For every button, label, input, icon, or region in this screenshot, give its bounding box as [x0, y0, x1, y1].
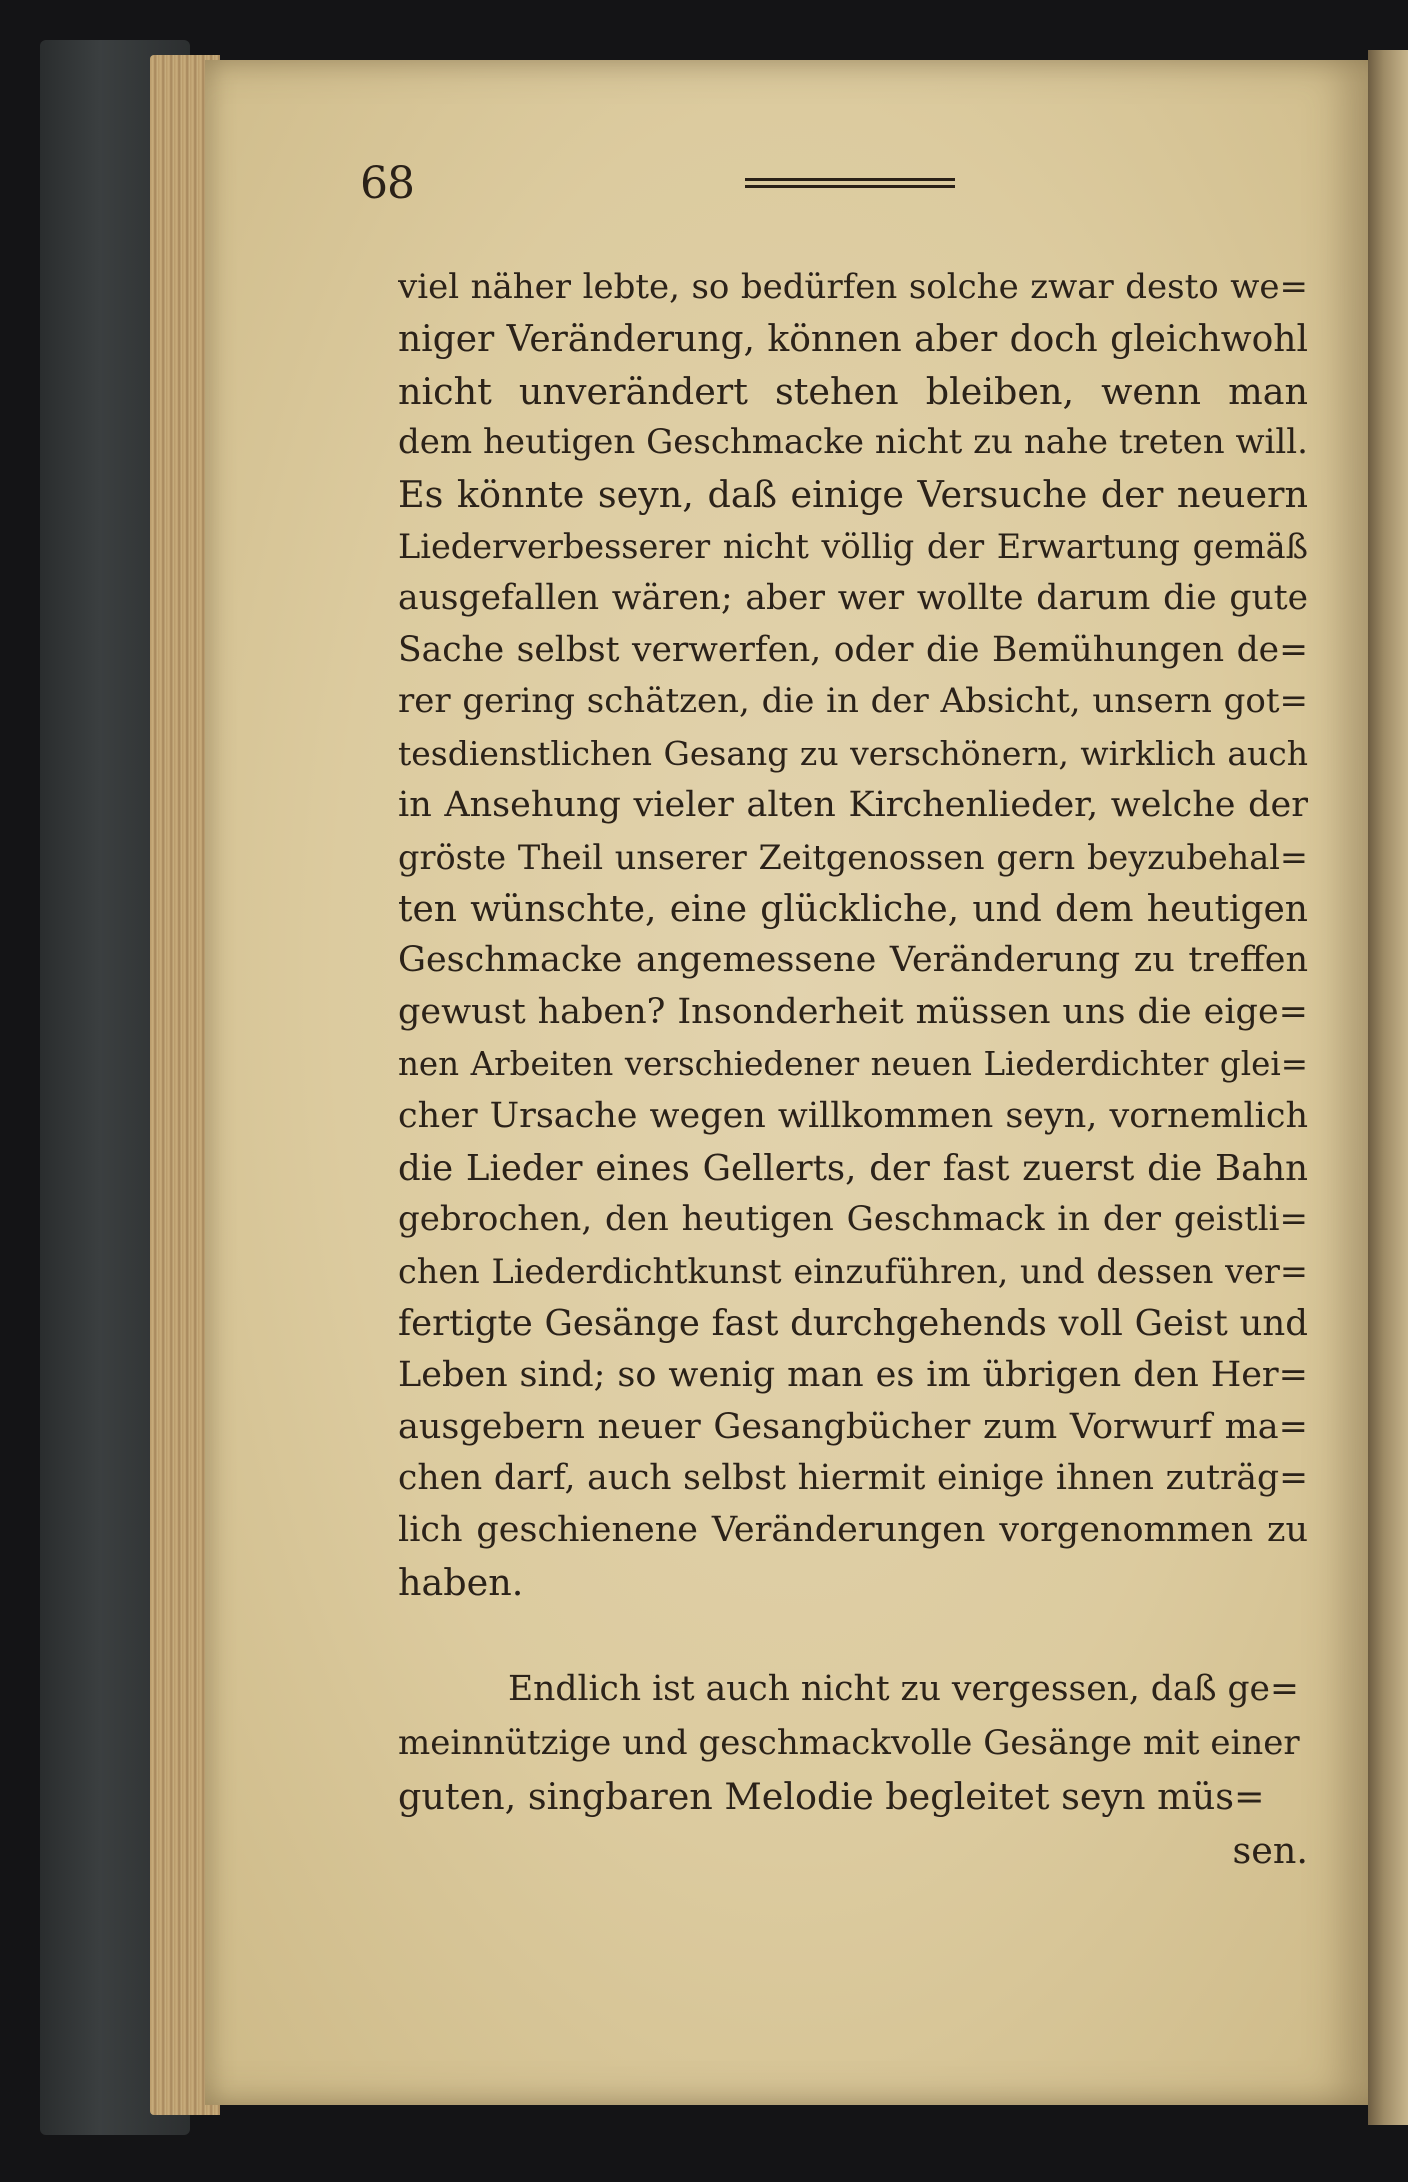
text-line: gebrochen, den heutigen Geschmack in der geistli=: [398, 1199, 1308, 1240]
text-line: haben.: [398, 1560, 524, 1604]
text-line: viel näher lebte, so bedürfen solche zwar desto we=: [398, 267, 1308, 307]
text-line: ten wünschte, eine glückliche, und dem heutigen: [398, 888, 1308, 930]
next-page-edge: [1368, 50, 1408, 2125]
paragraph-2: [398, 1662, 1308, 1878]
text-line: die Lieder eines Gellerts, der fast zuerst die Bahn: [398, 1147, 1308, 1189]
text-line: nicht unverändert stehen bleiben, wenn man: [398, 369, 1308, 413]
text-line: chen Liederdichtkunst einzuführen, und dessen ver=: [398, 1252, 1308, 1292]
text-line: dem heutigen Geschmacke nicht zu nahe treten will.: [398, 422, 1308, 463]
text-line: in Ansehung vieler alten Kirchenlieder, welche der: [398, 784, 1308, 825]
text-line: Leben sind; so wenig man es im übrigen den Her=: [398, 1354, 1308, 1395]
text-line: sen.: [1232, 1829, 1308, 1872]
text-line: Geschmacke angemessene Veränderung zu treffen: [398, 940, 1308, 981]
text-line: ausgebern neuer Gesangbücher zum Vorwurf ma=: [398, 1406, 1308, 1447]
text-line: lich geschienene Veränderungen vorgenommen zu: [398, 1510, 1308, 1551]
text-line: chen darf, auch selbst hiermit einige ihnen zuträg=: [398, 1458, 1308, 1499]
text-line: Sache selbst verwerfen, oder die Bemühungen de=: [398, 629, 1308, 670]
text-line: meinnützige und geschmackvolle Gesänge mit einer: [398, 1723, 1300, 1763]
text-line: nen Arbeiten verschiedener neuen Liederdichter glei=: [398, 1044, 1308, 1083]
header-rule: [745, 178, 955, 192]
text-line: rer gering schätzen, die in der Absicht, unsern got=: [398, 681, 1308, 722]
text-line: cher Ursache wegen willkommen seyn, vornemlich: [398, 1095, 1308, 1136]
text-line: gewust haben? Insonderheit müssen uns die eige=: [398, 992, 1308, 1033]
page-number: 68: [360, 158, 414, 209]
text-line: gröste Theil unserer Zeitgenossen gern beyzubehal=: [398, 837, 1308, 877]
text-line: tesdienstlichen Gesang zu verschönern, wirklich auch: [398, 734, 1308, 774]
text-line: Endlich ist auch nicht zu vergessen, daß ge=: [508, 1669, 1299, 1709]
text-line: ausgefallen wären; aber wer wollte darum die gute: [398, 577, 1308, 618]
text-line: guten, singbaren Melodie begleitet seyn müs=: [398, 1775, 1265, 1818]
text-line: niger Veränderung, können aber doch gleichwohl: [398, 318, 1308, 360]
paragraph-1: [398, 262, 1308, 1609]
text-line: Es könnte seyn, daß einige Versuche der neuern: [398, 473, 1308, 517]
text-line: Liederverbesserer nicht völlig der Erwartung gemäß: [398, 526, 1308, 566]
text-line: fertigte Gesänge fast durchgehends voll Geist und: [398, 1302, 1308, 1344]
